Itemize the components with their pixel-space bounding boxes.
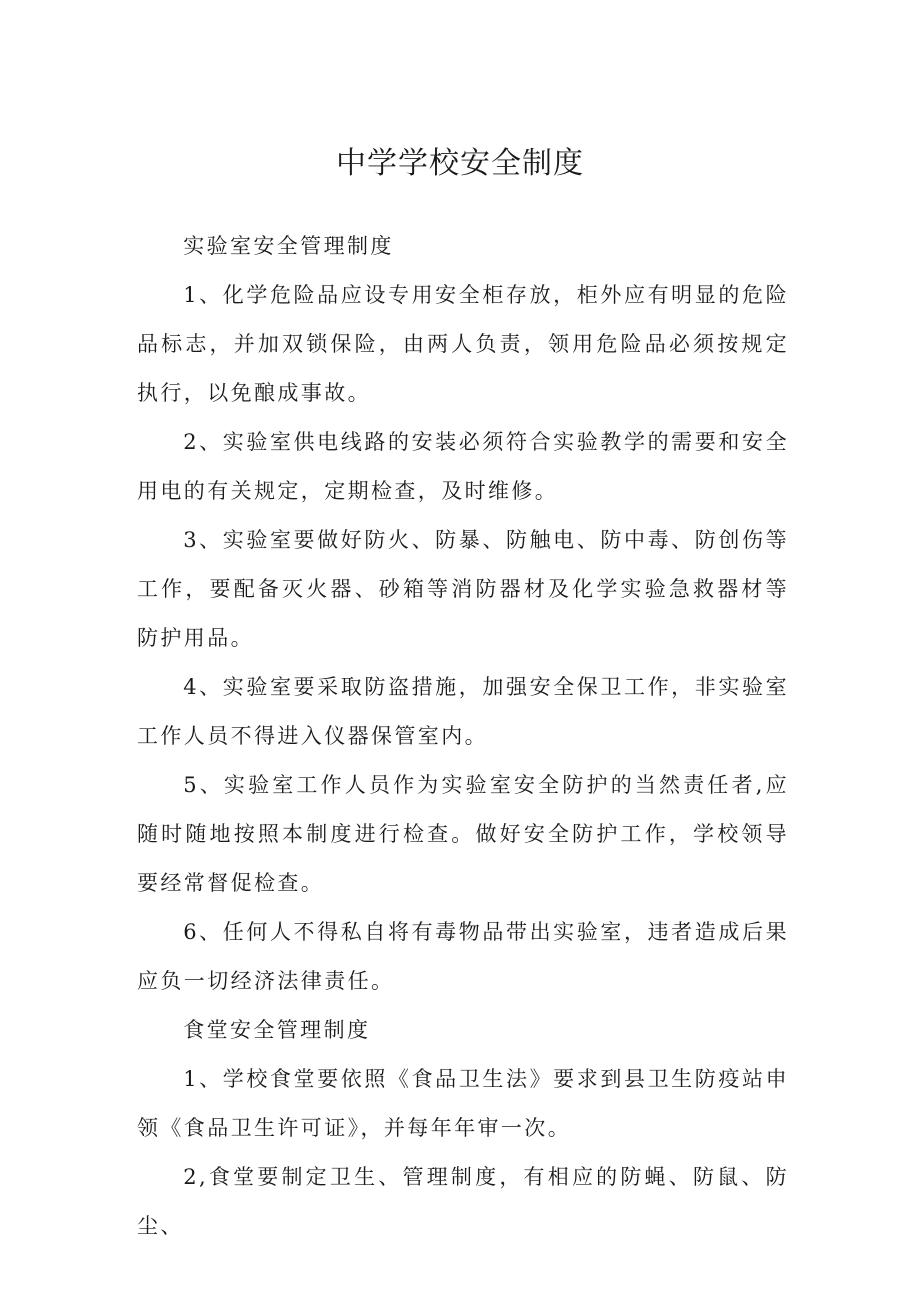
canteen-rule-2: 2,食堂要制定卫生、管理制度，有相应的防蝇、防鼠、防尘、 [137,1165,789,1238]
lab-rule-2: 2、实验室供电线路的安装必须符合实验教学的需要和安全用电的有关规定，定期检查，及时维修。 [137,430,789,503]
document-body [137,222,789,1251]
lab-rule-3: 3、实验室要做好防火、防暴、防触电、防中毒、防创伤等工作，要配备灭火器、砂箱等消防器材及化学实验急救器材等防护用品。 [137,528,789,650]
lab-rule-6: 6、任何人不得私自将有毒物品带出实验室，违者造成后果应负一切经济法律责任。 [137,920,789,993]
canteen-rule-1: 1、学校食堂要依照《食品卫生法》要求到县卫生防疫站申领《食品卫生许可证》，并每年年审一次。 [137,1067,789,1140]
section-heading-canteen: 食堂安全管理制度 [183,1018,371,1042]
lab-rule-5: 5、实验室工作人员作为实验室安全防护的当然责任者,应随时随地按照本制度进行检查。做好安全防护工作，学校领导要经常督促检查。 [137,773,789,895]
lab-rule-1: 1、化学危险品应设专用安全柜存放，柜外应有明显的危险品标志，并加双锁保险，由两人负责，领用危险品必须按规定执行，以免酿成事故。 [137,283,789,405]
document-title: 中学学校安全制度 [336,146,584,181]
lab-rule-4: 4、实验室要采取防盗措施，加强安全保卫工作，非实验室工作人员不得进入仪器保管室内。 [137,675,789,748]
section-heading-lab: 实验室安全管理制度 [183,234,394,258]
